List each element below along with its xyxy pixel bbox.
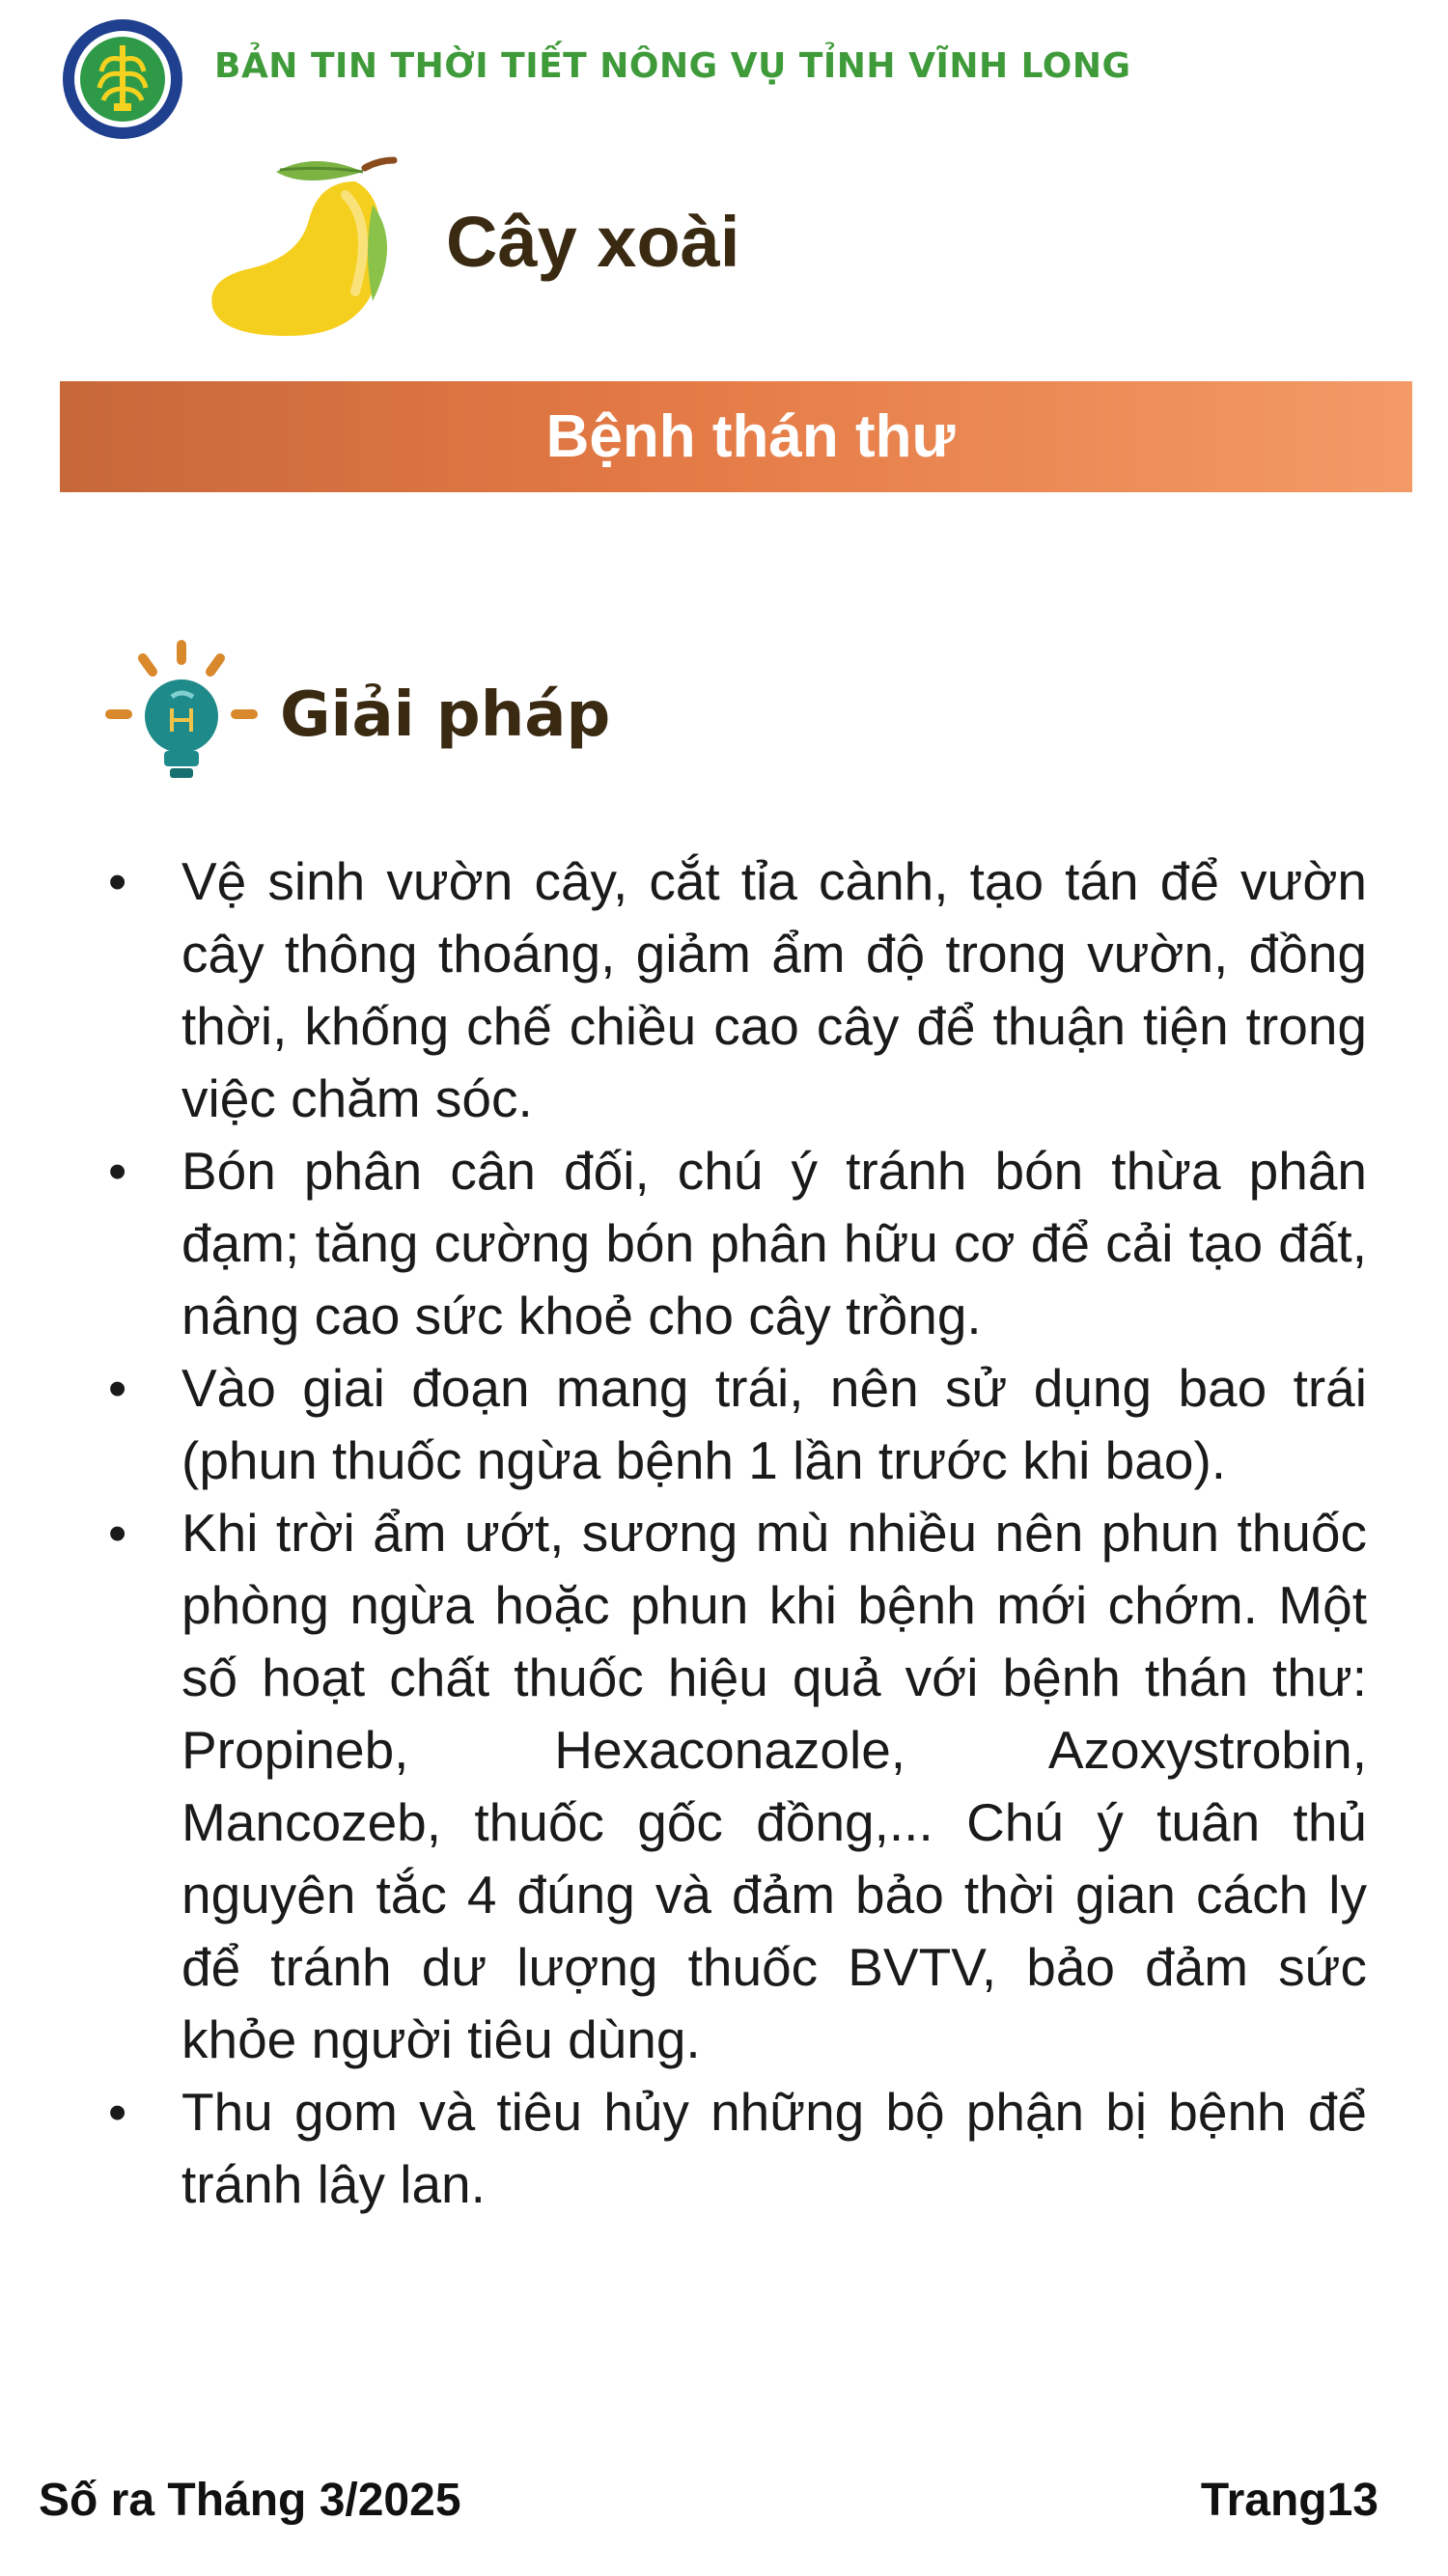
bullet-icon: • [108,851,127,911]
list-item [97,1352,1367,1497]
crop-title: Cây xoài [446,202,740,282]
list-item [97,1497,1367,2076]
solution-list [97,845,1367,2221]
list-item-text: Bón phân cân đối, chú ý tránh bón thừa phân đạm; tăng cường bón phân hữu cơ để cải tạo đất, nâng cao sức khoẻ cho cây trồng. [181,1141,1367,1345]
list-item-text: Vào giai đoạn mang trái, nên sử dụng bao trái (phun thuốc ngừa bệnh 1 lần trước khi bao). [181,1358,1367,1490]
list-item-text: Thu gom và tiêu hủy những bộ phận bị bệnh để tránh lây lan. [181,2082,1367,2214]
bullet-icon: • [108,1503,127,1563]
issue-label: Số ra Tháng 3/2025 [39,2475,461,2526]
list-item-text: Khi trời ẩm ướt, sương mù nhiều nên phun thuốc phòng ngừa hoặc phun khi bệnh mới chớm. Một số hoạt chất thuốc hiệu quả với bệnh thán thư: Propineb, Hexaconazole, Azoxystrobin, Mancozeb, thuốc gốc đồng,... Chú ý tuân thủ nguyên tắc 4 đúng và đảm bảo thời gian cách ly để tránh dư lượng thuốc BVTV, bảo đảm sức khỏe người tiêu dùng. [181,1503,1367,2069]
page-number: Trang13 [1200,2475,1378,2526]
bulletin-title: BẢN TIN THỜI TIẾT NÔNG VỤ TỈNH VĨNH LONG [214,46,1131,86]
bullet-icon: • [108,1141,127,1201]
mango-icon [201,147,417,340]
agriculture-seal-icon [60,16,185,142]
disease-banner [60,381,1412,492]
list-item [97,2076,1367,2221]
list-item [97,1135,1367,1352]
list-item-text: Vệ sinh vườn cây, cắt tỉa cành, tạo tán để vườn cây thông thoáng, giảm ẩm độ trong vườn, đồng thời, khống chế chiều cao cây để thuận tiện trong việc chăm sóc. [181,851,1367,1128]
section-title: Giải pháp [280,679,611,751]
list-item [97,845,1367,1135]
disease-title: Bệnh thán thư [545,403,956,470]
lightbulb-icon [104,637,259,791]
bullet-icon: • [108,1358,127,1418]
bullet-icon: • [108,2082,127,2142]
